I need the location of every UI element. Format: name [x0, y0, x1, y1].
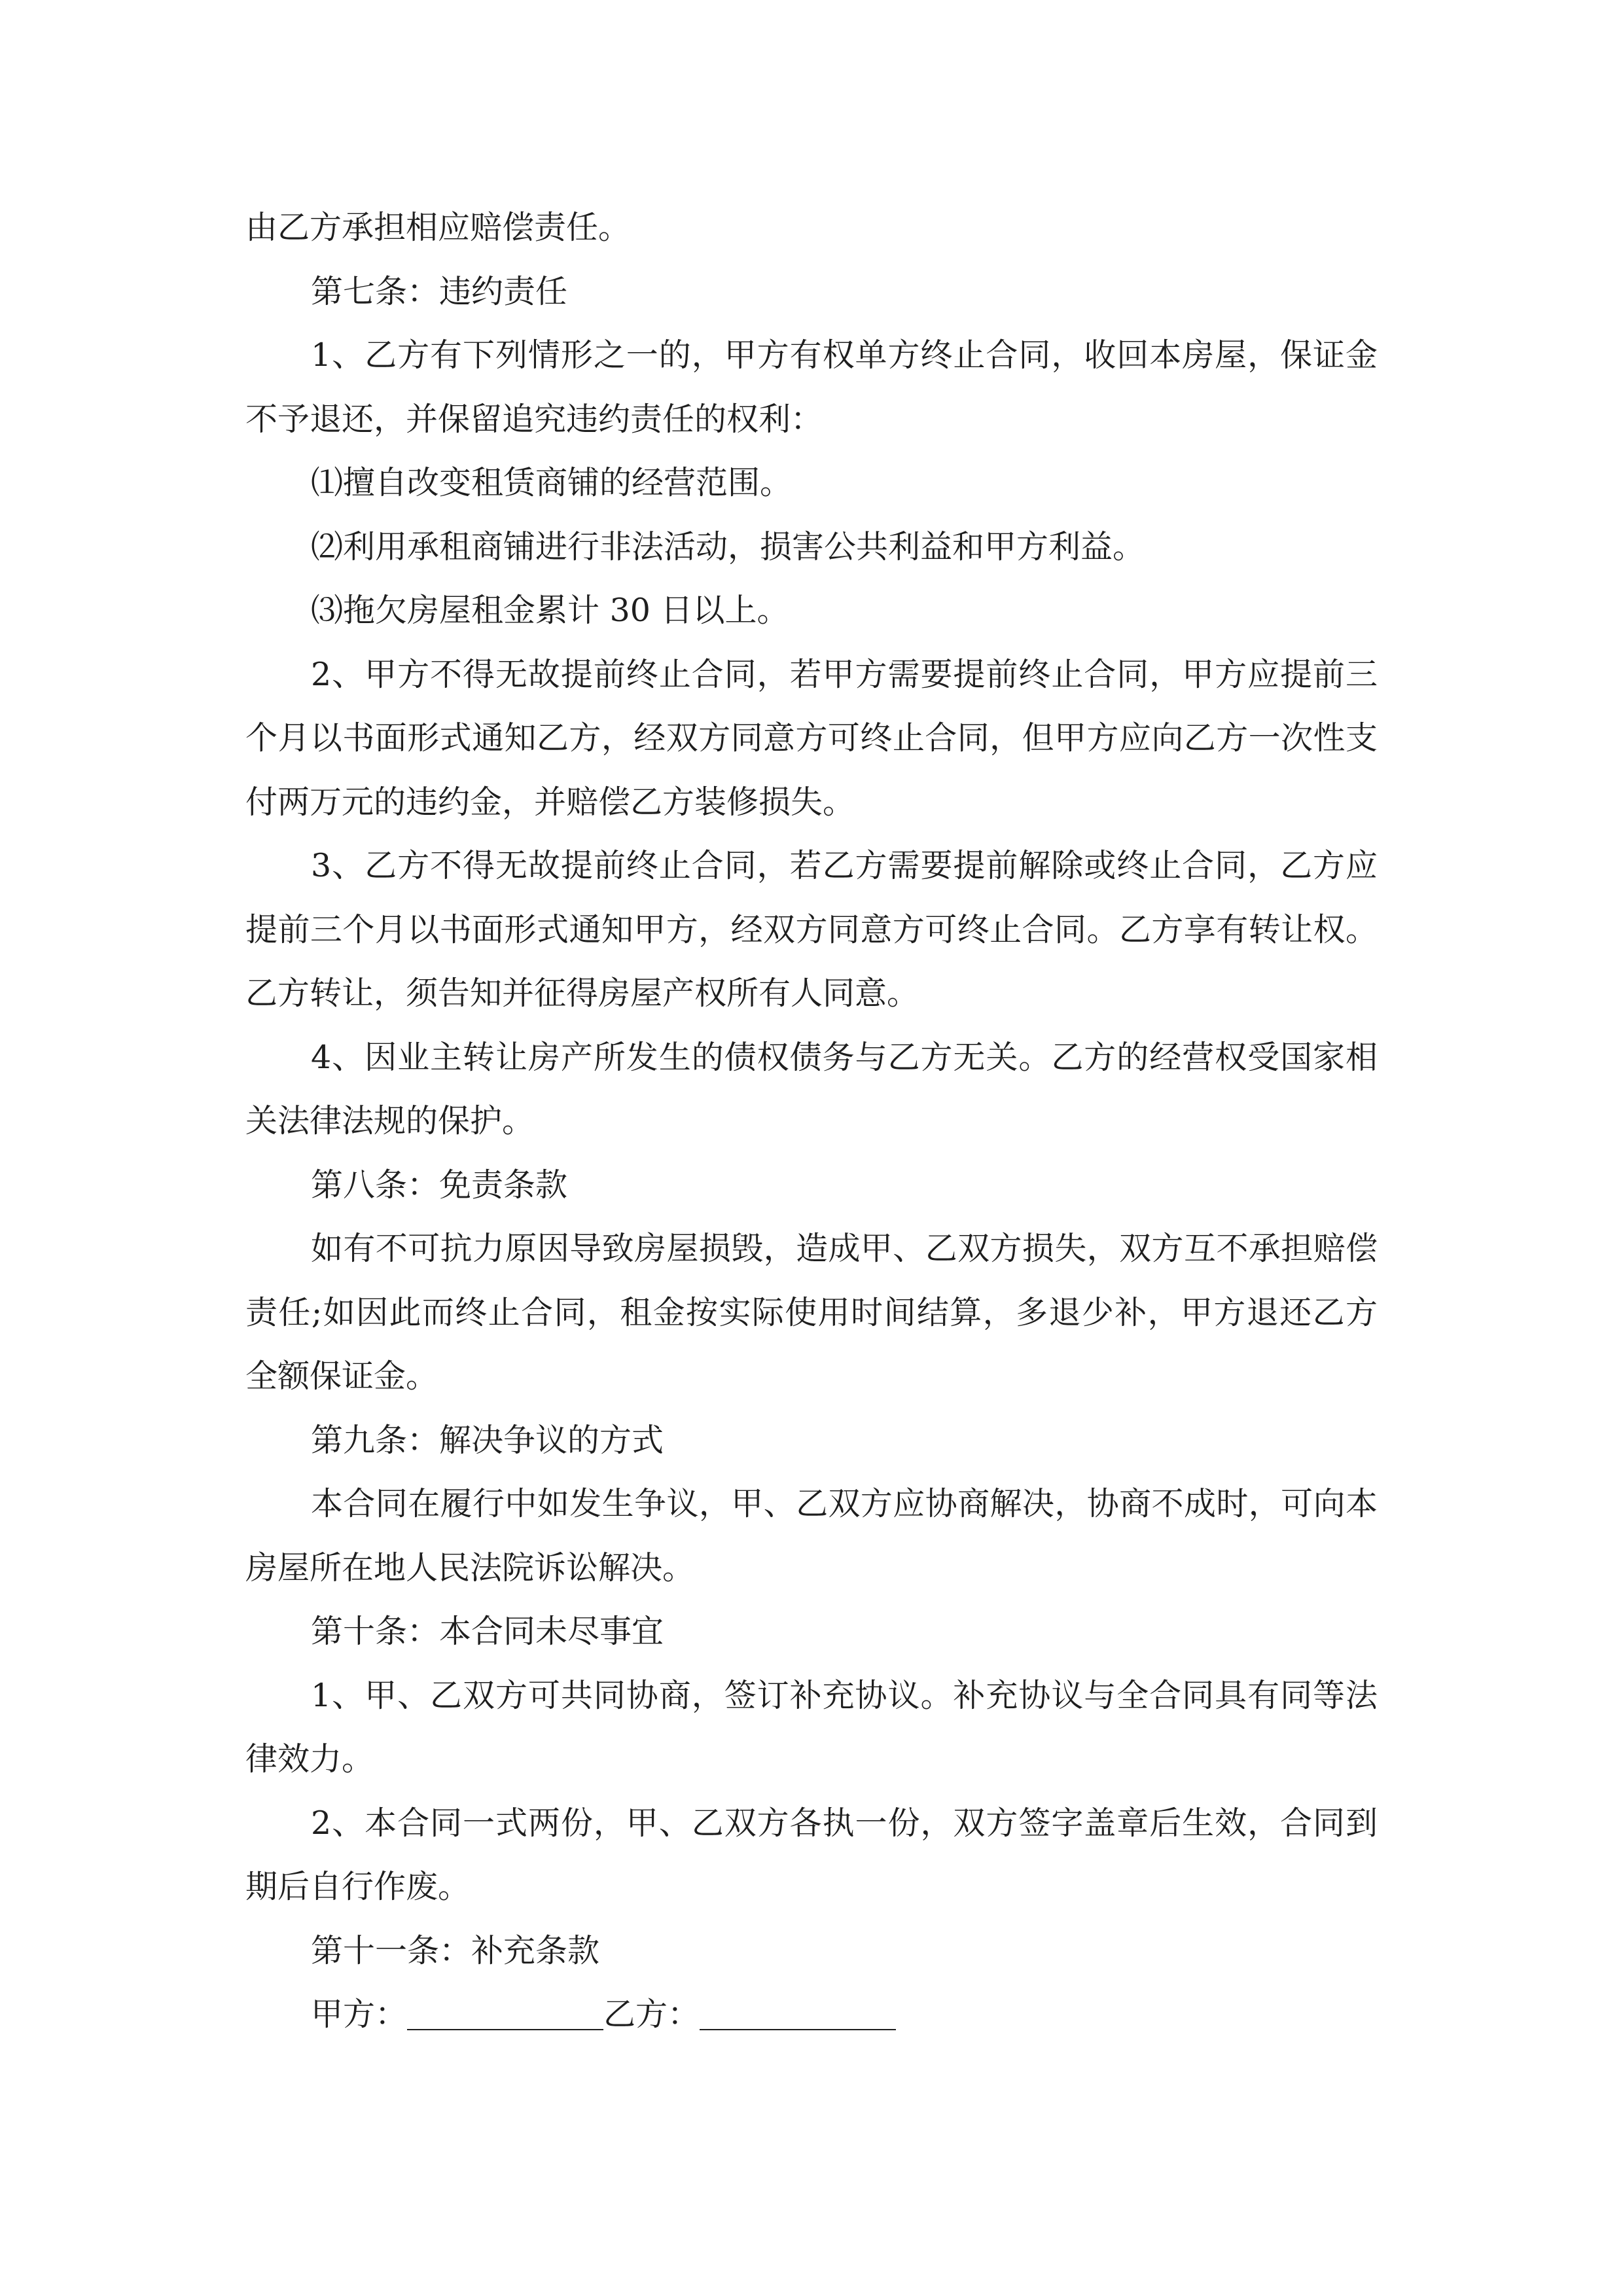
article-9-text-line-2: 房屋所在地人民法院诉讼解决。: [245, 1549, 695, 1587]
article-7-heading: 第七条：违约责任: [311, 273, 568, 310]
article-9-text-line-1: 本合同在履行中如发生争议，甲、乙双方应协商解决，协商不成时，可向本: [311, 1485, 1378, 1522]
article-8-heading: 第八条：免责条款: [311, 1166, 568, 1204]
article-7-item-2-line-2: 个月以书面形式通知乙方，经双方同意方可终止合同，但甲方应向乙方一次性支: [245, 719, 1378, 757]
article-10-item-2-line-2: 期后自行作废。: [245, 1868, 471, 1905]
article-11-heading: 第十一条：补充条款: [311, 1932, 600, 1969]
article-7-item-1-line-2: 不予退还，并保留追究违约责任的权利：: [245, 401, 823, 438]
signature-line: [311, 1995, 896, 2034]
article-7-item-2-line-3: 付两万元的违约金，并赔偿乙方装修损失。: [245, 783, 855, 821]
article-7-subitem-1: ⑴擅自改变租赁商铺的经营范围。: [311, 464, 793, 501]
article-7-subitem-2: ⑵利用承租商铺进行非法活动，损害公共利益和甲方利益。: [311, 528, 1145, 565]
article-7-item-3-line-3: 乙方转让，须告知并征得房屋产权所有人同意。: [245, 975, 919, 1012]
party-a-label: 甲方：: [311, 1996, 408, 2033]
article-10-item-1-line-2: 律效力。: [245, 1740, 374, 1778]
article-8-text-line-1: 如有不可抗力原因导致房屋损毁，造成甲、乙双方损失，双方互不承担赔偿: [311, 1230, 1378, 1267]
article-7-item-3-line-2: 提前三个月以书面形式通知甲方，经双方同意方可终止合同。乙方享有转让权。: [245, 911, 1378, 948]
article-10-heading: 第十条：本合同未尽事宜: [311, 1613, 664, 1650]
article-10-item-1-line-1: 1、甲、乙双方可共同协商，签订补充协议。补充协议与全合同具有同等法: [311, 1677, 1378, 1714]
article-9-heading: 第九条：解决争议的方式: [311, 1422, 664, 1459]
article-7-subitem-3: ⑶拖欠房屋租金累计 30 日以上。: [311, 592, 789, 629]
article-8-text-line-2: 责任;如因此而终止合同，租金按实际使用时间结算，多退少补，甲方退还乙方: [245, 1294, 1378, 1331]
clause-6-continuation: 由乙方承担相应赔偿责任。: [245, 209, 631, 246]
party-b-signature-blank: [700, 1999, 896, 2030]
article-7-item-4-line-2: 关法律法规的保护。: [245, 1102, 535, 1139]
party-a-signature-blank: [407, 1999, 603, 2030]
article-10-item-2-line-1: 2、本合同一式两份，甲、乙双方各执一份，双方签字盖章后生效，合同到: [311, 1804, 1378, 1842]
article-7-item-2-line-1: 2、甲方不得无故提前终止合同，若甲方需要提前终止合同，甲方应提前三: [311, 656, 1378, 693]
article-8-text-line-3: 全额保证金。: [245, 1357, 438, 1395]
article-7-item-1-line-1: 1、乙方有下列情形之一的，甲方有权单方终止合同，收回本房屋，保证金: [311, 336, 1378, 374]
party-b-label: 乙方：: [603, 1996, 700, 2033]
article-7-item-3-line-1: 3、乙方不得无故提前终止合同，若乙方需要提前解除或终止合同，乙方应: [311, 847, 1378, 884]
article-7-item-4-line-1: 4、因业主转让房产所发生的债权债务与乙方无关。乙方的经营权受国家相: [311, 1039, 1378, 1076]
